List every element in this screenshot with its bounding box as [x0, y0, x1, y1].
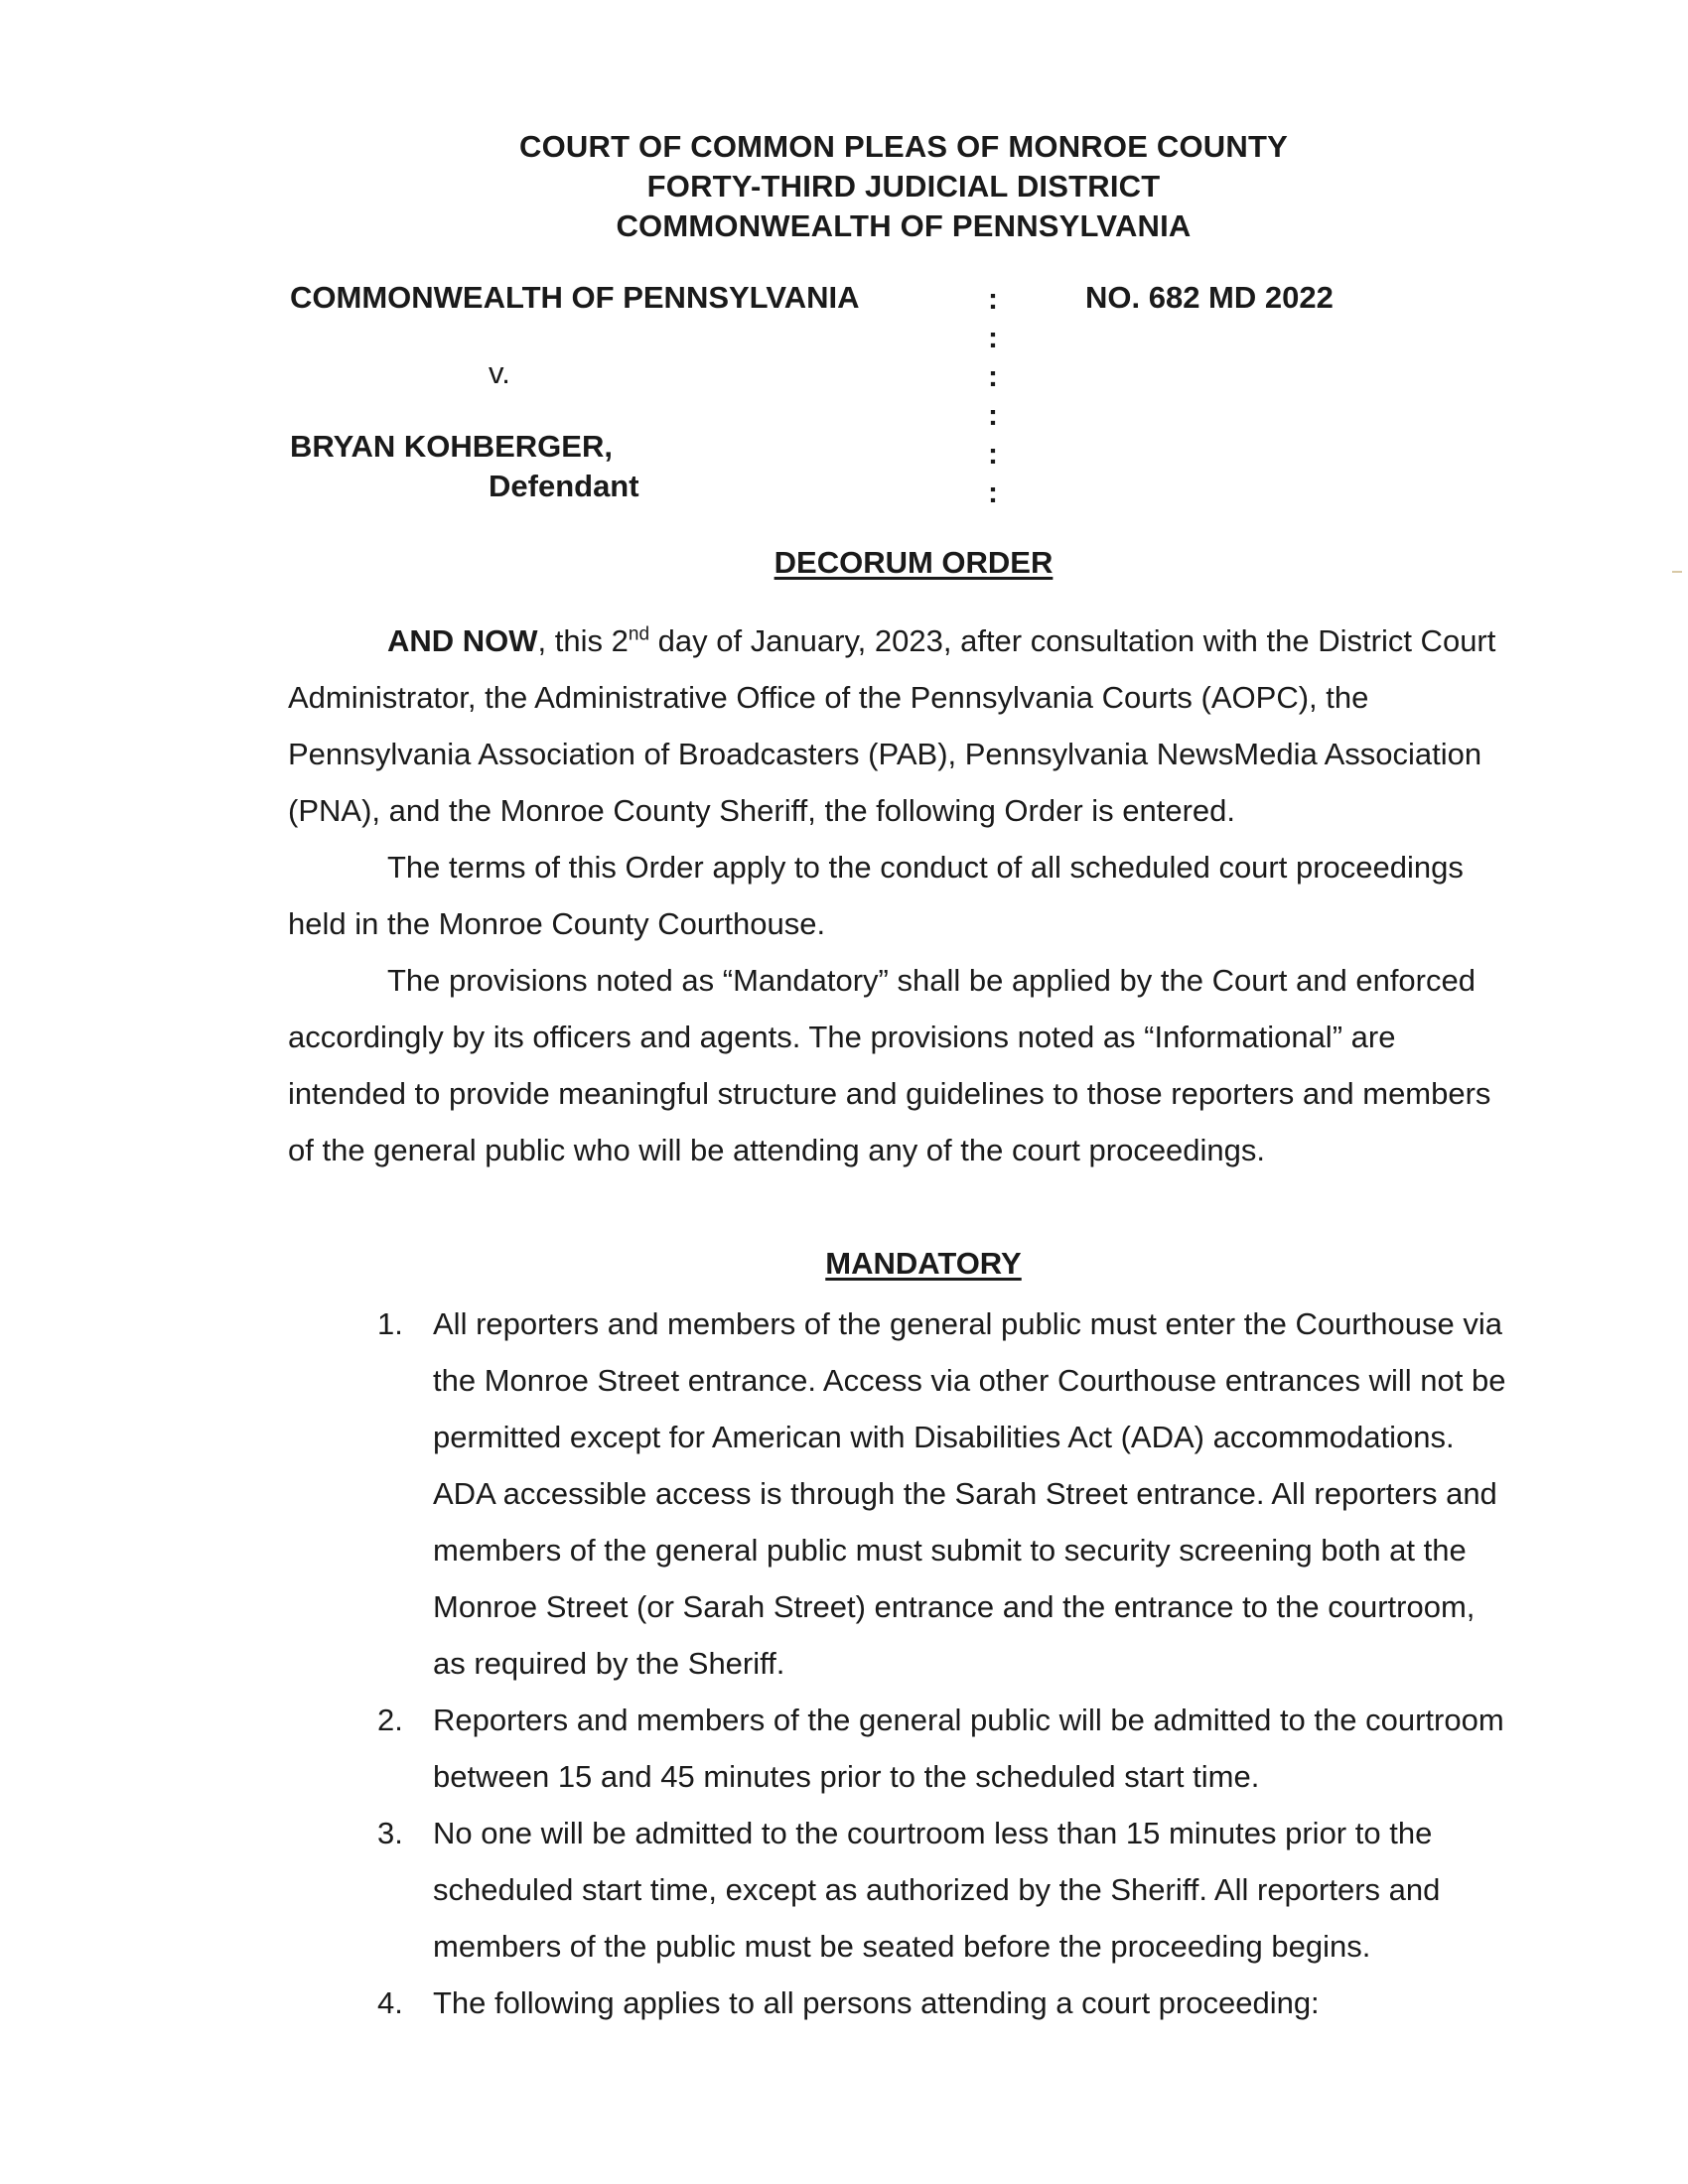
judicial-district: FORTY-THIRD JUDICIAL DISTRICT	[646, 169, 1161, 204]
item-text: Reporters and members of the general public will be admitted to the courtroom between 15 and 45 minutes prior to the scheduled start time.	[433, 1703, 1504, 1794]
list-item	[377, 1975, 1514, 2031]
item-number: 3.	[377, 1816, 403, 1850]
docket-number: NO. 682 MD 2022	[1085, 280, 1334, 315]
mandatory-list	[377, 1296, 1514, 2031]
intro-ordinal: nd	[628, 623, 650, 645]
item-text: No one will be admitted to the courtroom less than 15 minutes prior to the scheduled start time, except as authorized by the Sheriff. All reporters and members of the public must be seated before the proceeding begins.	[433, 1816, 1441, 1964]
intro-text-1: , this 2	[537, 623, 629, 658]
order-title: DECORUM ORDER	[774, 545, 1054, 580]
item-number: 4.	[377, 1985, 403, 2020]
list-item	[377, 1805, 1514, 1975]
versus-label: v.	[489, 355, 510, 390]
separator-colon: :	[988, 360, 998, 393]
plaintiff-name: COMMONWEALTH OF PENNSYLVANIA	[290, 280, 860, 315]
defendant-name: BRYAN KOHBERGER,	[290, 429, 613, 464]
item-text: The following applies to all persons attending a court proceeding:	[433, 1985, 1320, 2020]
jurisdiction: COMMONWEALTH OF PENNSYLVANIA	[616, 208, 1192, 243]
court-header	[0, 127, 1688, 246]
intro-lead: AND NOW	[387, 623, 538, 658]
item-number: 1.	[377, 1306, 403, 1341]
terms-paragraph: The terms of this Order apply to the conduct of all scheduled court proceedings held in the Monroe County Courthouse.	[288, 850, 1464, 941]
provisions-paragraph: The provisions noted as “Mandatory” shall be applied by the Court and enforced accordingly by its officers and agents. The provisions noted as “Informational” are intended to provide meaningful structure and guidelines to those reporters and members of the general public who will be attending any of the court proceedings.	[288, 963, 1491, 1167]
scan-artifact	[1672, 571, 1682, 573]
list-item	[377, 1692, 1514, 1805]
separator-colon: :	[988, 399, 998, 432]
item-text: All reporters and members of the general public must enter the Courthouse via the Monroe Street entrance. Access via other Courthouse entrances will not be permitted except for American with Disabilities Act (ADA) accommodations. ADA accessible access is through the Sarah Street entrance. All reporters and members of the general public must submit to security screening both at the Monroe Street (or Sarah Street) entrance and the entrance to the courtroom, as required by the Sheriff.	[433, 1306, 1506, 1681]
court-name: COURT OF COMMON PLEAS OF MONROE COUNTY	[519, 129, 1288, 164]
separator-colon: :	[988, 477, 998, 509]
separator-colon: :	[988, 438, 998, 471]
separator-colon: :	[988, 322, 998, 354]
caption-separator	[983, 280, 1003, 512]
separator-colon: :	[988, 283, 998, 316]
order-body	[288, 613, 1509, 1178]
defendant-role: Defendant	[489, 469, 639, 503]
mandatory-heading: MANDATORY	[825, 1246, 1022, 1281]
item-number: 2.	[377, 1703, 403, 1737]
intro-text-2: day of January, 2023, after consultation with the District Court Administrator, the Administrative Office of the Pennsylvania Courts (AOPC), the Pennsylvania Association of Broadcasters (PAB), Pennsylvania NewsMedia Association (PNA), and the Monroe County Sheriff, the following Order is entered.	[288, 623, 1496, 828]
intro-paragraph	[288, 613, 1509, 839]
list-item	[377, 1296, 1514, 1692]
